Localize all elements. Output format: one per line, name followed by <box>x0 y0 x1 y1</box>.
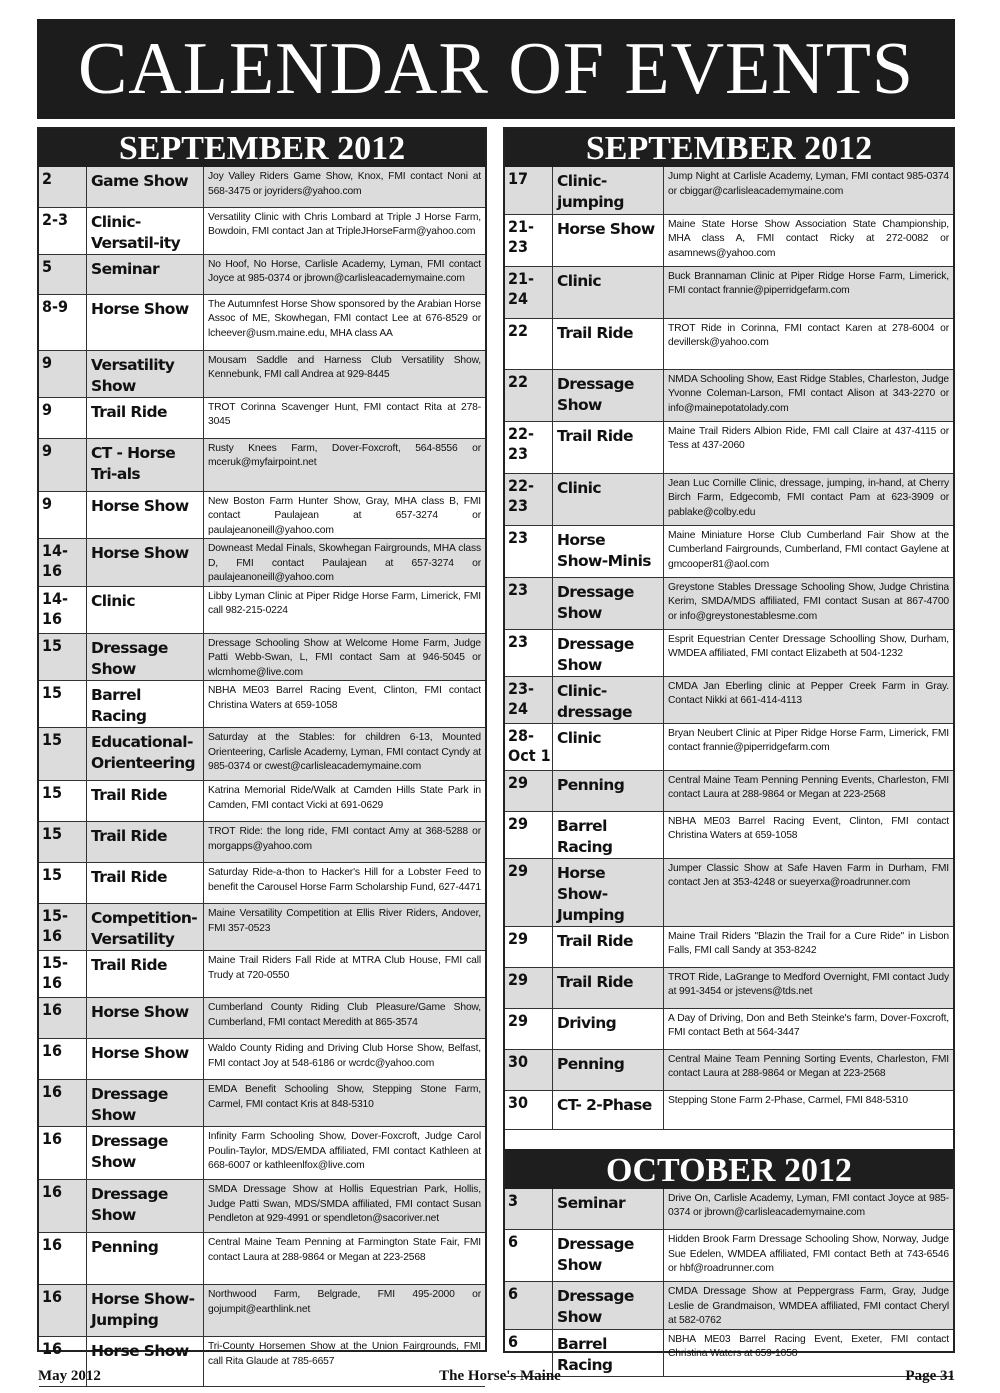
event-date: 15-16 <box>39 904 87 951</box>
event-date: 2-3 <box>39 207 87 254</box>
event-details: Versatility Clinic with Chris Lombard at Triple J Horse Farm, Bowdoin, FMI contact Jan at TripleJHorseFarm@yahoo.com <box>204 207 486 254</box>
event-date: 23-24 <box>505 676 553 723</box>
event-date: 29 <box>505 1008 553 1049</box>
events-table <box>505 167 953 1130</box>
event-type: Game Show <box>87 167 204 207</box>
event-details: Buck Brannaman Clinic at Piper Ridge Horse Farm, Limerick, FMI contact frannie@piperridgefarm.com <box>664 266 954 318</box>
event-type: Seminar <box>87 254 204 294</box>
event-details: Katrina Memorial Ride/Walk at Camden Hills State Park in Camden, FMI contact Vicki at 691-0629 <box>204 781 486 822</box>
event-type: CT - Horse Tri-als <box>87 438 204 491</box>
event-details: Saturday at the Stables: for children 6-13, Mounted Orienteering, Carlisle Academy, Lyman, FMI contact Cyndy at 985-0374 or cwest@carlisleacademymaine.com <box>204 728 486 781</box>
event-row <box>39 1127 485 1180</box>
event-date: 9 <box>39 438 87 491</box>
event-date: 16 <box>39 1285 87 1337</box>
event-date: 15 <box>39 728 87 781</box>
event-type: Dressage Show <box>553 1230 664 1282</box>
event-date: 29 <box>505 926 553 967</box>
event-row <box>505 318 953 369</box>
event-details: TROT Ride: the long ride, FMI contact Amy at 368-5288 or morgapps@yahoo.com <box>204 822 486 863</box>
event-type: Dressage Show <box>553 629 664 676</box>
event-row <box>505 167 953 214</box>
event-date: 8-9 <box>39 294 87 350</box>
event-type: Trail Ride <box>87 822 204 863</box>
event-date: 6 <box>505 1230 553 1282</box>
event-row <box>39 681 485 728</box>
event-row <box>505 266 953 318</box>
event-details: Maine Trail Riders Albion Ride, FMI call Claire at 437-4115 or Tess at 437-2060 <box>664 421 954 473</box>
event-row <box>505 676 953 723</box>
event-details: Northwood Farm, Belgrade, FMI 495-2000 or gojumpit@earthlink.net <box>204 1285 486 1337</box>
event-details: The Autumnfest Horse Show sponsored by the Arabian Horse Assoc of ME, Skowhegan, FMI contact Lee at 676-8529 or lcheever@usm.maine.edu, MHA class AA <box>204 294 486 350</box>
event-row <box>505 629 953 676</box>
event-row <box>39 254 485 294</box>
event-type: Horse Show <box>553 214 664 266</box>
event-date: 15 <box>39 863 87 904</box>
event-date: 15 <box>39 781 87 822</box>
event-details: Saturday Ride-a-thon to Hacker's Hill for a Lobster Feed to benefit the Carousel Horse Farm Scholarship Fund, 627-4471 <box>204 863 486 904</box>
event-date: 16 <box>39 1080 87 1127</box>
event-date: 3 <box>505 1189 553 1230</box>
event-date: 6 <box>505 1329 553 1376</box>
event-type: Driving <box>553 1008 664 1049</box>
event-date: 9 <box>39 491 87 539</box>
month-header: SEPTEMBER 2012 <box>39 129 485 167</box>
event-type: Clinic <box>87 586 204 633</box>
event-date: 16 <box>39 1039 87 1080</box>
event-row <box>39 491 485 539</box>
event-details: Stepping Stone Farm 2-Phase, Carmel, FMI 848-5310 <box>664 1090 954 1129</box>
event-type: CT- 2-Phase <box>553 1090 664 1129</box>
event-details: NBHA ME03 Barrel Racing Event, Clinton, FMI contact Christina Waters at 659-1058 <box>664 811 954 858</box>
event-row <box>39 904 485 951</box>
event-date: 29 <box>505 811 553 858</box>
event-row <box>39 822 485 863</box>
event-details: Downeast Medal Finals, Skowhegan Fairgrounds, MHA class D, FMI contact Paulajean at 657-3274 or paulajeanoneill@yahoo.com <box>204 539 486 587</box>
event-details: A Day of Driving, Don and Beth Steinke's farm, Dover-Foxcroft, FMI contact Beth at 564-3447 <box>664 1008 954 1049</box>
event-details: Infinity Farm Schooling Show, Dover-Foxcroft, Judge Carol Poulin-Taylor, MDS/EMDA affiliated, FMI contact Kathleen at 668-6007 or kathleenlfox@live.com <box>204 1127 486 1180</box>
event-date: 16 <box>39 1337 87 1387</box>
event-date: 5 <box>39 254 87 294</box>
event-type: Trail Ride <box>553 318 664 369</box>
event-row <box>505 369 953 421</box>
event-row <box>505 1230 953 1282</box>
event-type: Clinic- dressage <box>553 676 664 723</box>
event-date: 14-16 <box>39 539 87 587</box>
event-row <box>39 539 485 587</box>
event-date: 23 <box>505 525 553 577</box>
event-details: SMDA Dressage Show at Hollis Equestrian Park, Hollis, Judge Patti Swan, MDS/SMDA affiliated, FMI contact Susan Pendleton at 929-4991 or spendleton@sacoriver.net <box>204 1180 486 1233</box>
event-row <box>505 1189 953 1230</box>
event-row <box>39 781 485 822</box>
event-details: Maine Trail Riders "Blazin the Trail for a Cure Ride" in Lisbon Falls, FMI call Sandy at 353-8242 <box>664 926 954 967</box>
event-row <box>505 421 953 473</box>
event-details: Central Maine Team Penning at Farmington State Fair, FMI contact Laura at 288-9864 or Megan at 223-2568 <box>204 1233 486 1285</box>
event-type: Clinic- Versatil-ity <box>87 207 204 254</box>
event-date: 22 <box>505 318 553 369</box>
event-row <box>39 1233 485 1285</box>
event-details: Libby Lyman Clinic at Piper Ridge Horse Farm, Limerick, FMI call 982-215-0224 <box>204 586 486 633</box>
event-row <box>505 926 953 967</box>
event-date: 23 <box>505 577 553 629</box>
event-details: CMDA Jan Eberling clinic at Pepper Creek Farm in Gray. Contact Nikki at 661-414-4113 <box>664 676 954 723</box>
event-details: NMDA Schooling Show, East Ridge Stables, Charleston, Judge Yvonne Coleman-Larson, FMI contact Alison at 343-2270 or info@mainepotatolady.com <box>664 369 954 421</box>
event-type: Trail Ride <box>87 397 204 438</box>
event-row <box>39 998 485 1039</box>
event-details: NBHA ME03 Barrel Racing Event, Clinton, FMI contact Christina Waters at 659-1058 <box>204 681 486 728</box>
event-date: 22-23 <box>505 421 553 473</box>
event-date: 28-Oct 1 <box>505 723 553 770</box>
event-date: 21-23 <box>505 214 553 266</box>
event-date: 29 <box>505 858 553 926</box>
event-details: Maine Miniature Horse Club Cumberland Fair Show at the Cumberland Fairgrounds, Cumberland, FMI contact Gaylene at gmcooper81@aol.com <box>664 525 954 577</box>
event-row <box>505 1090 953 1129</box>
event-details: TROT Ride, LaGrange to Medford Overnight, FMI contact Judy at 991-3454 or jstevens@tds.net <box>664 967 954 1008</box>
event-type: Clinic <box>553 723 664 770</box>
event-type: Clinic <box>553 473 664 525</box>
event-row <box>39 438 485 491</box>
event-details: Bryan Neubert Clinic at Piper Ridge Horse Farm, Limerick, FMI contact frannie@piperridgefarm.com <box>664 723 954 770</box>
event-type: Horse Show <box>87 1039 204 1080</box>
event-details: TROT Corinna Scavenger Hunt, FMI contact Rita at 278-3045 <box>204 397 486 438</box>
event-details: Maine State Horse Show Association State Championship, MHA class A, FMI contact Ricky at 272-0082 or asamnews@yahoo.com <box>664 214 954 266</box>
event-type: Barrel Racing <box>553 1329 664 1376</box>
event-type: Dressage Show <box>87 633 204 681</box>
event-row <box>39 951 485 998</box>
event-row <box>505 858 953 926</box>
event-date: 30 <box>505 1049 553 1090</box>
event-type: Competition-Versatility <box>87 904 204 951</box>
event-type: Horse Show <box>87 539 204 587</box>
event-row <box>39 728 485 781</box>
events-table <box>39 167 485 1387</box>
event-type: Penning <box>553 1049 664 1090</box>
event-details: No Hoof, No Horse, Carlisle Academy, Lyman, FMI contact Joyce at 985-0374 or jbrown@carlisleacademymaine.com <box>204 254 486 294</box>
event-date: 16 <box>39 1233 87 1285</box>
event-details: Rusty Knees Farm, Dover-Foxcroft, 564-8556 or mceruk@myfairpoint.net <box>204 438 486 491</box>
event-type: Educational-Orienteering <box>87 728 204 781</box>
event-date: 29 <box>505 770 553 811</box>
event-row <box>39 1180 485 1233</box>
event-row <box>505 1282 953 1330</box>
event-details: Cumberland County Riding Club Pleasure/Game Show, Cumberland, FMI contact Meredith at 865-3574 <box>204 998 486 1039</box>
event-details: EMDA Benefit Schooling Show, Stepping Stone Farm, Carmel, FMI contact Kris at 848-5310 <box>204 1080 486 1127</box>
event-type: Dressage Show <box>87 1180 204 1233</box>
event-date: 16 <box>39 998 87 1039</box>
event-details: TROT Ride in Corinna, FMI contact Karen at 278-6004 or devillersk@yahoo.com <box>664 318 954 369</box>
event-row <box>39 633 485 681</box>
event-details: Tri-County Horsemen Show at the Union Fairgrounds, FMI call Rita Glaude at 785-6657 <box>204 1337 486 1387</box>
month-header-october: OCTOBER 2012 <box>505 1149 953 1189</box>
event-type: Clinic- jumping <box>553 167 664 214</box>
event-details: Greystone Stables Dressage Schooling Show, Judge Christina Kerim, SMDA/MDS affiliated, FMI contact Susan at 867-4700 or info@greystonestablesme.com <box>664 577 954 629</box>
event-type: Trail Ride <box>553 926 664 967</box>
event-details: CMDA Dressage Show at Peppergrass Farm, Gray, Judge Leslie de Grandmaison, WMDEA affiliated, FMI contact Cheryl at 582-0762 <box>664 1282 954 1330</box>
event-date: 16 <box>39 1180 87 1233</box>
event-type: Horse Show-Jumping <box>553 858 664 926</box>
event-row <box>39 1080 485 1127</box>
event-type: Dressage Show <box>553 369 664 421</box>
event-date: 9 <box>39 350 87 397</box>
event-date: 6 <box>505 1282 553 1330</box>
event-type: Dressage Show <box>87 1127 204 1180</box>
event-row <box>505 214 953 266</box>
event-type: Dressage Show <box>553 1282 664 1330</box>
event-row <box>505 967 953 1008</box>
month-header: SEPTEMBER 2012 <box>505 129 953 167</box>
event-type: Versatility Show <box>87 350 204 397</box>
event-date: 15-16 <box>39 951 87 998</box>
event-details: Jean Luc Cornille Clinic, dressage, jumping, in-hand, at Cherry Birch Farm, Edgecomb, FMI contact Pam at 623-3909 or pablake@colby.edu <box>664 473 954 525</box>
event-details: Hidden Brook Farm Dressage Schooling Show, Norway, Judge Sue Edelen, WMDEA affiliated, FMI contact Beth at 743-6546 or hbf@roadrunner.com <box>664 1230 954 1282</box>
event-row <box>39 294 485 350</box>
event-type: Dressage Show <box>553 577 664 629</box>
event-type: Trail Ride <box>553 421 664 473</box>
event-date: 15 <box>39 681 87 728</box>
event-row <box>505 1049 953 1090</box>
page-title: CALENDAR OF EVENTS <box>37 19 955 119</box>
event-row <box>505 577 953 629</box>
event-type: Horse Show-Jumping <box>87 1285 204 1337</box>
event-date: 22-23 <box>505 473 553 525</box>
event-type: Clinic <box>553 266 664 318</box>
event-date: 14-16 <box>39 586 87 633</box>
footer-publication: The Horse's Maine <box>439 1368 561 1384</box>
event-type: Horse Show <box>87 294 204 350</box>
event-date: 22 <box>505 369 553 421</box>
footer-date: May 2012 <box>38 1368 101 1384</box>
event-type: Trail Ride <box>87 863 204 904</box>
event-type: Trail Ride <box>553 967 664 1008</box>
event-row <box>39 586 485 633</box>
event-row <box>39 1039 485 1080</box>
event-row <box>505 723 953 770</box>
event-details: Central Maine Team Penning Penning Events, Charleston, FMI contact Laura at 288-9864 or Megan at 223-2568 <box>664 770 954 811</box>
event-details: Jump Night at Carlisle Academy, Lyman, FMI contact 985-0374 or cbiggar@carlisleacademymaine.com <box>664 167 954 214</box>
event-date: 30 <box>505 1090 553 1129</box>
event-row <box>39 397 485 438</box>
event-type: Dressage Show <box>87 1080 204 1127</box>
event-date: 15 <box>39 822 87 863</box>
event-type: Horse Show-Minis <box>553 525 664 577</box>
event-type: Barrel Racing <box>553 811 664 858</box>
event-date: 16 <box>39 1127 87 1180</box>
event-date: 15 <box>39 633 87 681</box>
event-type: Penning <box>87 1233 204 1285</box>
event-date: 2 <box>39 167 87 207</box>
left-column <box>37 127 487 1367</box>
event-details: Esprit Equestrian Center Dressage Schoolling Show, Durham, WMDEA affiliated, FMI contact Elizabeth at 504-1232 <box>664 629 954 676</box>
event-details: Jumper Classic Show at Safe Haven Farm in Durham, FMI contact Jen at 353-4248 or sueyerxa@roadrunner.com <box>664 858 954 926</box>
event-details: Maine Versatility Competition at Ellis River Riders, Andover, FMI 357-0523 <box>204 904 486 951</box>
event-row <box>39 207 485 254</box>
event-type: Trail Ride <box>87 951 204 998</box>
event-type: Trail Ride <box>87 781 204 822</box>
events-table-october <box>505 1189 953 1377</box>
event-row <box>505 811 953 858</box>
event-row <box>505 473 953 525</box>
event-type: Barrel Racing <box>87 681 204 728</box>
event-row <box>39 1285 485 1337</box>
event-row <box>505 1008 953 1049</box>
event-row <box>39 863 485 904</box>
event-details: Central Maine Team Penning Sorting Events, Charleston, FMI contact Laura at 288-9864 or Megan at 223-2568 <box>664 1049 954 1090</box>
event-details: Mousam Saddle and Harness Club Versatility Show, Kennebunk, FMI call Andrea at 929-8445 <box>204 350 486 397</box>
event-type: Horse Show <box>87 491 204 539</box>
event-date: 9 <box>39 397 87 438</box>
right-column <box>503 127 955 1374</box>
event-details: Maine Trail Riders Fall Ride at MTRA Club House, FMI call Trudy at 720-0550 <box>204 951 486 998</box>
event-date: 29 <box>505 967 553 1008</box>
event-details: Dressage Schooling Show at Welcome Home Farm, Judge Patti Webb-Swan, L, FMI contact Sam at 946-5045 or wlcmhome@live.com <box>204 633 486 681</box>
event-details: Drive On, Carlisle Academy, Lyman, FMI contact Joyce at 985-0374 or jbrown@carlisleacademymaine.com <box>664 1189 954 1230</box>
event-row <box>39 167 485 207</box>
event-row <box>39 350 485 397</box>
event-row <box>505 525 953 577</box>
event-details: Waldo County Riding and Driving Club Horse Show, Belfast, FMI contact Joy at 548-6186 or wcrdc@yahoo.com <box>204 1039 486 1080</box>
event-details: NBHA ME03 Barrel Racing Event, Exeter, FMI contact Christina Waters at 659-1058 <box>664 1329 954 1376</box>
footer-page: Page 31 <box>905 1368 955 1384</box>
event-details: Joy Valley Riders Game Show, Knox, FMI contact Noni at 568-3475 or joyriders@yahoo.com <box>204 167 486 207</box>
event-type: Horse Show <box>87 998 204 1039</box>
event-details: New Boston Farm Hunter Show, Gray, MHA class B, FMI contact Paulajean at 657-3274 or paulajeanoneill@yahoo.com <box>204 491 486 539</box>
event-type: Horse Show <box>87 1337 204 1387</box>
event-date: 21-24 <box>505 266 553 318</box>
event-date: 23 <box>505 629 553 676</box>
event-row <box>505 770 953 811</box>
event-type: Penning <box>553 770 664 811</box>
event-type: Seminar <box>553 1189 664 1230</box>
event-date: 17 <box>505 167 553 214</box>
